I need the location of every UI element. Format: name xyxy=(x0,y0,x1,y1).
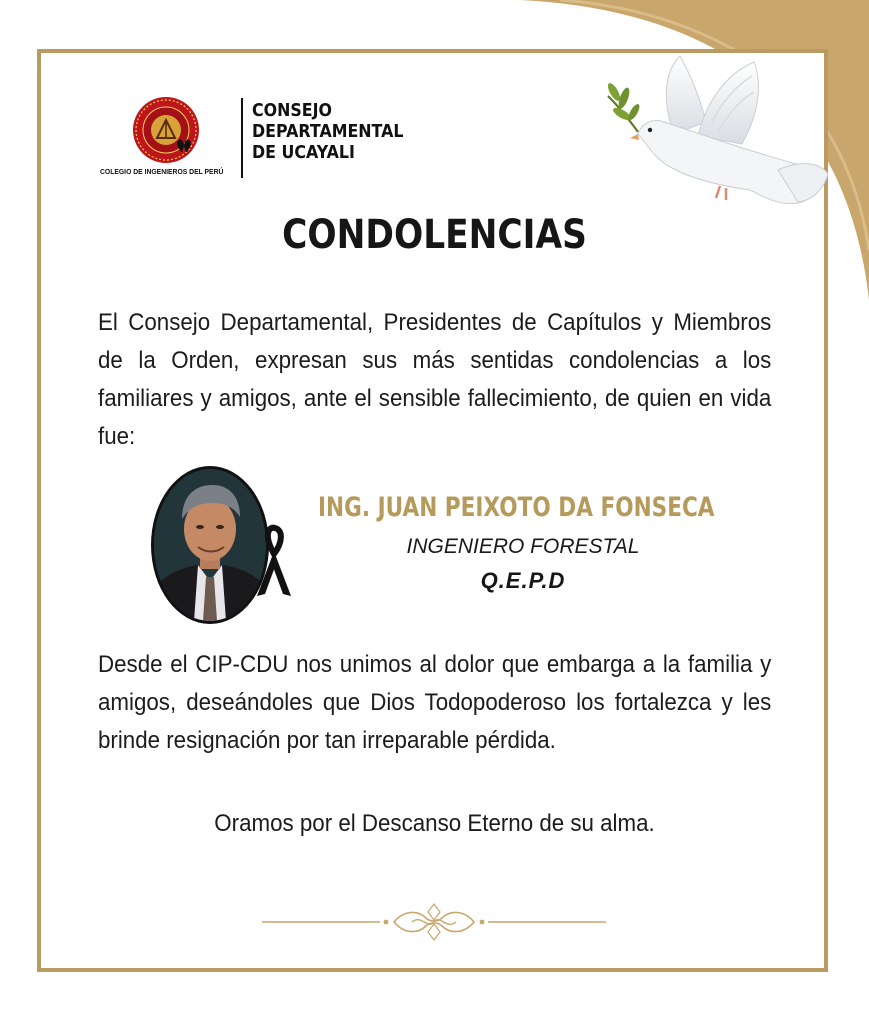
cip-seal-icon xyxy=(132,96,200,164)
qepd-label: Q.E.P.D xyxy=(480,568,566,593)
seal-caption: COLEGIO DE INGENIEROS DEL PERÚ xyxy=(100,167,224,176)
message-paragraph: Desde el CIP-CDU nos unimos al dolor que embarga a la familia y amigos, deseándoles que Dios Todopoderoso los fortalezca y les brinde resignación por tan irreparable pérdida. xyxy=(98,651,772,754)
closing-prayer: Oramos por el Descanso Eterno de su alma. xyxy=(214,810,655,837)
institution-logo xyxy=(94,92,434,182)
council-name-line-2: DEPARTAMENTAL xyxy=(252,121,404,142)
logo-divider xyxy=(241,98,243,178)
deceased-name: ING. JUAN PEIXOTO DA FONSECA xyxy=(318,492,715,523)
deceased-profession: INGENIERO FORESTAL xyxy=(406,535,640,558)
council-name-line-1: CONSEJO xyxy=(252,100,332,121)
intro-paragraph: El Consejo Departamental, Presidentes de Capítulos y Miembros de la Orden, expresan sus más sentidas condolencias a los familiares y amigos, ante el sensible fallecimiento, de quien en vida fue: xyxy=(98,309,772,450)
mourning-ribbon-icon xyxy=(251,524,297,600)
council-name xyxy=(252,100,403,163)
page-title: CONDOLENCIAS xyxy=(282,212,587,258)
dove-with-olive-branch-icon xyxy=(602,52,830,220)
gold-flourish-divider-icon xyxy=(262,900,606,944)
portrait-area xyxy=(151,466,279,626)
council-name-line-3: DE UCAYALI xyxy=(252,142,355,163)
